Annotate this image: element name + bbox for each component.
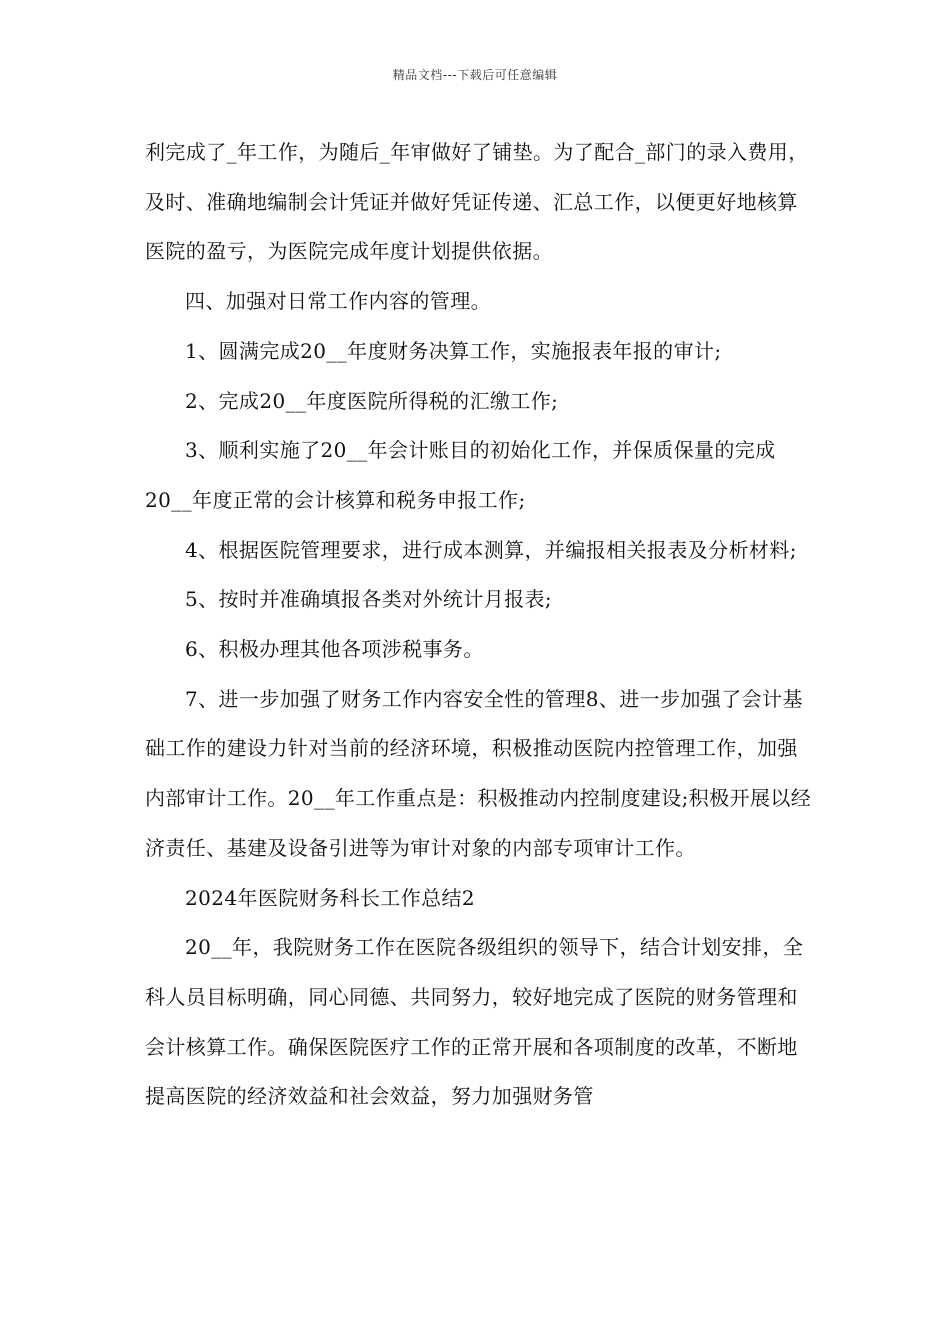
paragraph: 6、积极办理其他各项涉税事务。 <box>185 637 484 662</box>
paragraph: 2、完成20__年度医院所得税的汇缴工作; <box>185 388 559 413</box>
paragraph: 3、顺利实施了20__年会计账目的初始化工作，并保质保量的完成20__年度正常的会计核算和税务申报工作; <box>145 438 776 512</box>
paragraph: 20__年，我院财务工作在医院各级组织的领导下，结合计划安排，全科人员目标明确，同心同德、共同努力，较好地完成了医院的财务管理和会计核算工作。确保医院医疗工作的正常开展和各项制度的改革，不断地提高医院的经济效益和社会效益，努力加强财务管 <box>145 935 804 1109</box>
paragraph: 4、根据医院管理要求，进行成本测算，并编报相关报表及分析材料; <box>185 537 797 562</box>
paragraph: 5、按时并准确填报各类对外统计月报表; <box>185 587 553 612</box>
document-body <box>145 128 815 1122</box>
paragraph: 1、圆满完成20__年度财务决算工作，实施报表年报的审计; <box>185 338 722 363</box>
page-header: 精品文档---下载后可任意编辑 <box>392 68 558 82</box>
paragraph: 7、进一步加强了财务工作内容安全性的管理8、进一步加强了会计基础工作的建设力针对当前的经济环境，积极推动医院内控管理工作，加强内部审计工作。20__年工作重点是：积极推动内控制度建设;积极开展以经济责任、基建及设备引进等为审计对象的内部专项审计工作。 <box>145 686 812 860</box>
paragraph: 四、加强对日常工作内容的管理。 <box>185 289 491 314</box>
paragraph: 利完成了_年工作，为随后_年审做好了铺垫。为了配合_部门的录入费用，及时、准确地编制会计凭证并做好凭证传递、汇总工作，以便更好地核算医院的盈亏，为医院完成年度计划提供依据。 <box>145 140 809 264</box>
section-title: 2024年医院财务科长工作总结2 <box>185 885 476 910</box>
